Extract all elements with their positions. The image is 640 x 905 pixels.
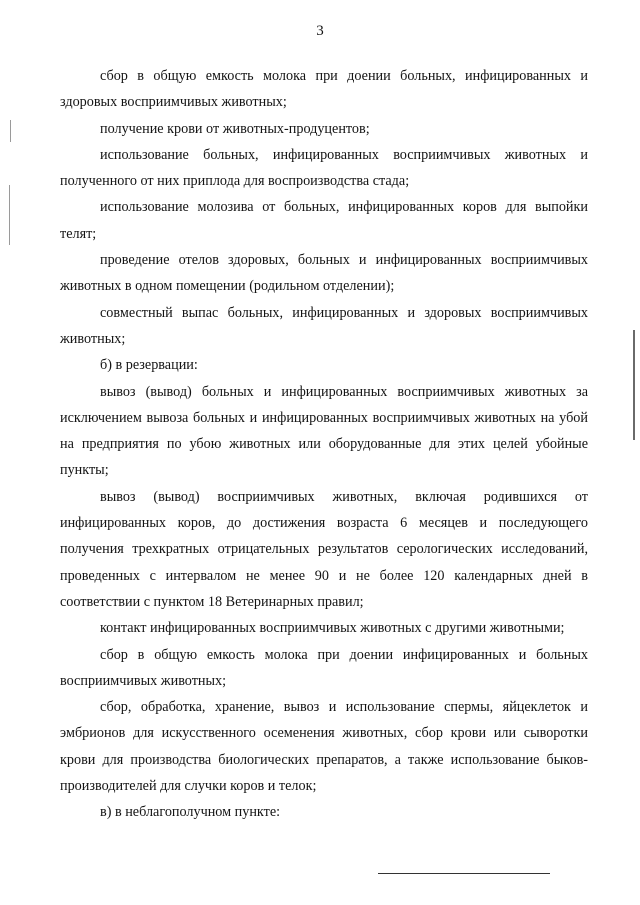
paragraph: вывоз (вывод) больных и инфицированных восприимчивых животных за исключением вывоза больных и инфицированных восприимчивых животных на убой на предприятия по убою животных или оборудованные для этих целей убойные пункты; (60, 383, 588, 479)
paragraph: получение крови от животных-продуцентов; (100, 120, 370, 137)
page-number: 3 (316, 23, 324, 39)
document-body (60, 63, 588, 826)
scan-edge-mark (633, 330, 635, 440)
paragraph: проведение отелов здоровых, больных и инфицированных восприимчивых животных в одном помещении (родильном отделении); (60, 252, 588, 295)
paragraph: использование больных, инфицированных восприимчивых животных и полученного от них приплода для воспроизводства стада; (60, 146, 588, 190)
section-heading: б) в резервации: (100, 357, 198, 374)
paragraph: сбор в общую емкость молока при доении инфицированных и больных восприимчивых животных; (60, 646, 588, 689)
paragraph: сбор, обработка, хранение, вывоз и использование спермы, яйцеклеток и эмбрионов для искусственного осеменения животных, сбор крови или сыворотки крови для производства биологических препаратов, а также использование быков-производителей для случки коров и телок; (60, 699, 588, 795)
paragraph: совместный выпас больных, инфицированных и здоровых восприимчивых животных; (60, 304, 588, 347)
paragraph: контакт инфицированных восприимчивых животных с другими животными; (100, 620, 565, 637)
footer-rule (378, 873, 550, 874)
section-heading: в) в неблагополучном пункте: (100, 804, 281, 821)
scan-edge-mark (10, 120, 11, 142)
scan-edge-mark (9, 185, 10, 245)
paragraph: вывоз (вывод) восприимчивых животных, включая родившихся от инфицированных коров, до достижения возраста 6 месяцев и последующего получения трехкратных отрицательных результатов серологических исследований, проведенных с интервалом не менее 90 и не более 120 календарных дней в соответствии с пунктом 18 Ветеринарных правил; (60, 488, 588, 610)
paragraph: использование молозива от больных, инфицированных коров для выпойки телят; (60, 199, 588, 242)
paragraph: сбор в общую емкость молока при доении больных, инфицированных и здоровых восприимчивых животных; (60, 68, 588, 111)
